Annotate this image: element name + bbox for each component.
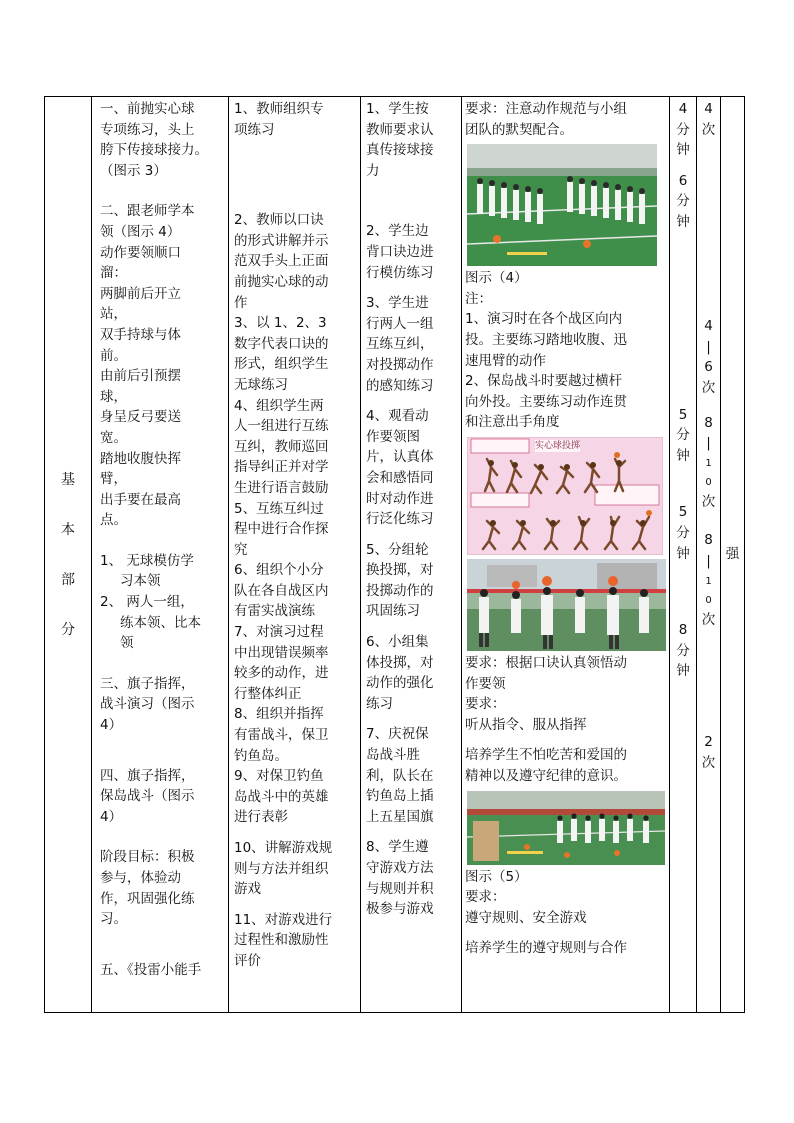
content-line: 四、旗子指挥， (100, 767, 195, 784)
photo-throwing-practice (467, 559, 666, 651)
section-char: 部 (61, 571, 75, 588)
teacher-step-8: 8、组织并指挥 有雷战斗，保卫 钓鱼岛。 (234, 706, 329, 764)
teacher-step-10: 10、讲解游戏规 则与方法并组织 游戏 (234, 840, 333, 898)
content-line: 臂， (100, 471, 127, 488)
photo-relay-drill (467, 144, 666, 266)
count-block: 2 次 (701, 734, 716, 771)
section-char: 本 (61, 521, 75, 538)
content-line: 一、前抛实心球 (100, 101, 195, 117)
time-block: 6 分 钟 (676, 172, 690, 230)
content-line: 专项练习，头上 (100, 121, 195, 138)
content-line: 二、跟老师学本 (100, 203, 195, 220)
content-line: 习。 (100, 911, 127, 928)
student-step-3: 3、学生进 行两人一组 互练互纠， 对投掷动作 的感知练习 (366, 295, 434, 394)
requirement-title: 要求： (465, 696, 506, 713)
note-line: 速甩臂的动作 (465, 352, 546, 369)
count-block: 4 | 6 次 (701, 318, 716, 396)
requirement-line: 要求：根据口诀认真领悟动 (465, 654, 627, 671)
requirement-line: 遵守规则、安全游戏 (465, 909, 587, 926)
teacher-step-6: 6、组织个小分 队在各自战区内 有雷实战演练 (234, 562, 329, 620)
intensity-cell (721, 97, 745, 1013)
requirement-line: 培养学生的遵守规则与合作 (465, 940, 627, 957)
student-step-8: 8、学生遵 守游戏方法 与规则并积 极参与游戏 (366, 839, 434, 918)
requirements-cell (462, 97, 670, 1013)
content-item-3 (100, 674, 225, 736)
content-line: 战斗演习（图示 (100, 696, 195, 713)
content-line: 4） (100, 808, 123, 825)
section-char: 分 (61, 621, 75, 638)
time-block: 8 分 钟 (676, 622, 690, 680)
content-line: 两脚前后开立 (100, 285, 181, 302)
figure-caption: 图示（5） (465, 868, 528, 885)
student-step-5: 5、分组轮 换投掷，对 投掷动作的 巩固练习 (366, 541, 434, 620)
content-line: 身呈反弓要送 (100, 409, 181, 426)
note-line: 投。主要练习踏地收腹、迅 (465, 331, 627, 348)
note-line: 向外投。主要练习动作连贯 (465, 393, 627, 410)
content-item-5: 五、《投雷小能手 (100, 961, 202, 978)
time-block: 4 分 钟 (676, 101, 690, 159)
diagram-shot-put-technique (467, 437, 666, 555)
student-step-6: 6、小组集 体投掷，对 动作的强化 练习 (366, 634, 434, 712)
content-line: 溜： (100, 265, 127, 282)
teacher-step-9: 9、对保卫钓鱼 岛战斗中的英雄 进行表彰 (234, 768, 329, 826)
content-line: 双手持球与体 (100, 326, 181, 343)
student-step-4: 4、观看动 作要领图 片，认真体 会和感悟同 时对动作进 行泛化练习 (366, 408, 434, 528)
time-cell (670, 97, 697, 1013)
stage-goal (100, 847, 225, 929)
requirement-line: 听从指令、服从指挥 (465, 716, 587, 733)
content-line: 保岛战斗（图示 (100, 788, 195, 805)
time-block: 5 分 钟 (676, 406, 690, 464)
content-line: 站， (100, 306, 127, 323)
photo-island-battle (467, 791, 666, 865)
content-line: 球， (100, 388, 127, 405)
content-line: 领（图示 4） (100, 223, 181, 240)
content-line: 三、旗子指挥， (100, 675, 195, 692)
teacher-step-5: 5、互练互纠过 程中进行合作探 究 (234, 500, 329, 558)
lesson-plan-table (44, 96, 745, 1013)
content-line: 动作要领顺口 (100, 244, 181, 261)
count-block: 4 次 (701, 101, 716, 138)
time-block: 5 分 钟 (676, 504, 690, 562)
count-block: 8 | 1 0 次 (701, 414, 716, 510)
content-line: 由前后引预摆 (100, 368, 181, 385)
content-line: 宽。 (100, 429, 127, 446)
content-line: 4） (100, 717, 123, 734)
teacher-step-2: 2、教师以口诀 的形式讲解并示 范双手头上正面 前抛实心球的动 作 (234, 212, 329, 311)
requirement-title: 要求： (465, 889, 506, 906)
intensity-value: 强 (725, 546, 740, 563)
content-cell (92, 97, 229, 1013)
notes-title: 注： (465, 290, 492, 307)
practice-list (100, 551, 225, 654)
content-item-1 (100, 99, 225, 181)
content-item-4 (100, 766, 225, 828)
requirement-line: 精神以及遵守纪律的意识。 (465, 767, 627, 784)
note-line: 2、保岛战斗时要越过横杆 (465, 373, 623, 390)
requirement-line: 团队的默契配合。 (465, 121, 573, 138)
note-line: 和注意出手角度 (465, 414, 560, 431)
student-step-1: 1、学生按 教师要求认 真传接球接 力 (366, 101, 434, 179)
note-line: 1、演习时在各个战区向内 (465, 311, 623, 328)
requirement-line: 作要领 (465, 675, 506, 692)
content-line: 参与，体验动 (100, 870, 181, 886)
student-step-2: 2、学生边 背口诀边进 行模仿练习 (366, 223, 434, 281)
figure-caption: 图示（4） (465, 270, 528, 287)
section-label-cell (45, 97, 92, 1013)
count-block: 8 | 1 0 次 (701, 532, 716, 628)
teacher-step-7: 7、对演习过程 中出现错误频率 较多的动作，进 行整体纠正 (234, 624, 329, 702)
teacher-step-11: 11、对游戏进行 过程性和激励性 评价 (234, 911, 333, 969)
diagram-title: 实心球投掷 (535, 440, 581, 451)
content-line: 出手要在最高 (100, 491, 181, 508)
content-line: （图示 3） (100, 162, 167, 179)
student-cell (361, 97, 462, 1013)
content-item-2 (100, 201, 225, 531)
section-char: 基 (61, 471, 75, 488)
content-line: 点。 (100, 512, 127, 529)
student-step-7: 7、庆祝保 岛战斗胜 利，队长在 钓鱼岛上插 上五星国旗 (366, 726, 434, 825)
requirement-line: 要求：注意动作规范与小组 (465, 101, 627, 117)
teacher-step-1: 1、教师组织专 项练习 (234, 101, 324, 138)
content-line: 阶段目标：积极 (100, 849, 195, 866)
count-cell (697, 97, 721, 1013)
requirement-line: 培养学生不怕吃苦和爱国的 (465, 747, 627, 764)
teacher-cell (229, 97, 361, 1013)
teacher-step-4: 4、组织学生两 人一组进行互练 互纠，教师巡回 指导纠正并对学 生进行语言鼓励 (234, 397, 329, 496)
list-item: 1、 无球模仿学 习本领 (100, 552, 194, 590)
content-line: 作，巩固强化练 (100, 890, 195, 907)
list-item: 2、 两人一组， 练本领、比本 领 (100, 594, 201, 652)
content-line: 胯下传接球接力。 (100, 142, 208, 159)
content-line: 踏地收腹快挥 (100, 450, 181, 467)
teacher-step-3: 3、以 1、2、3 数字代表口诀的 形式，组织学生 无球练习 (234, 315, 329, 393)
content-line: 前。 (100, 347, 127, 364)
